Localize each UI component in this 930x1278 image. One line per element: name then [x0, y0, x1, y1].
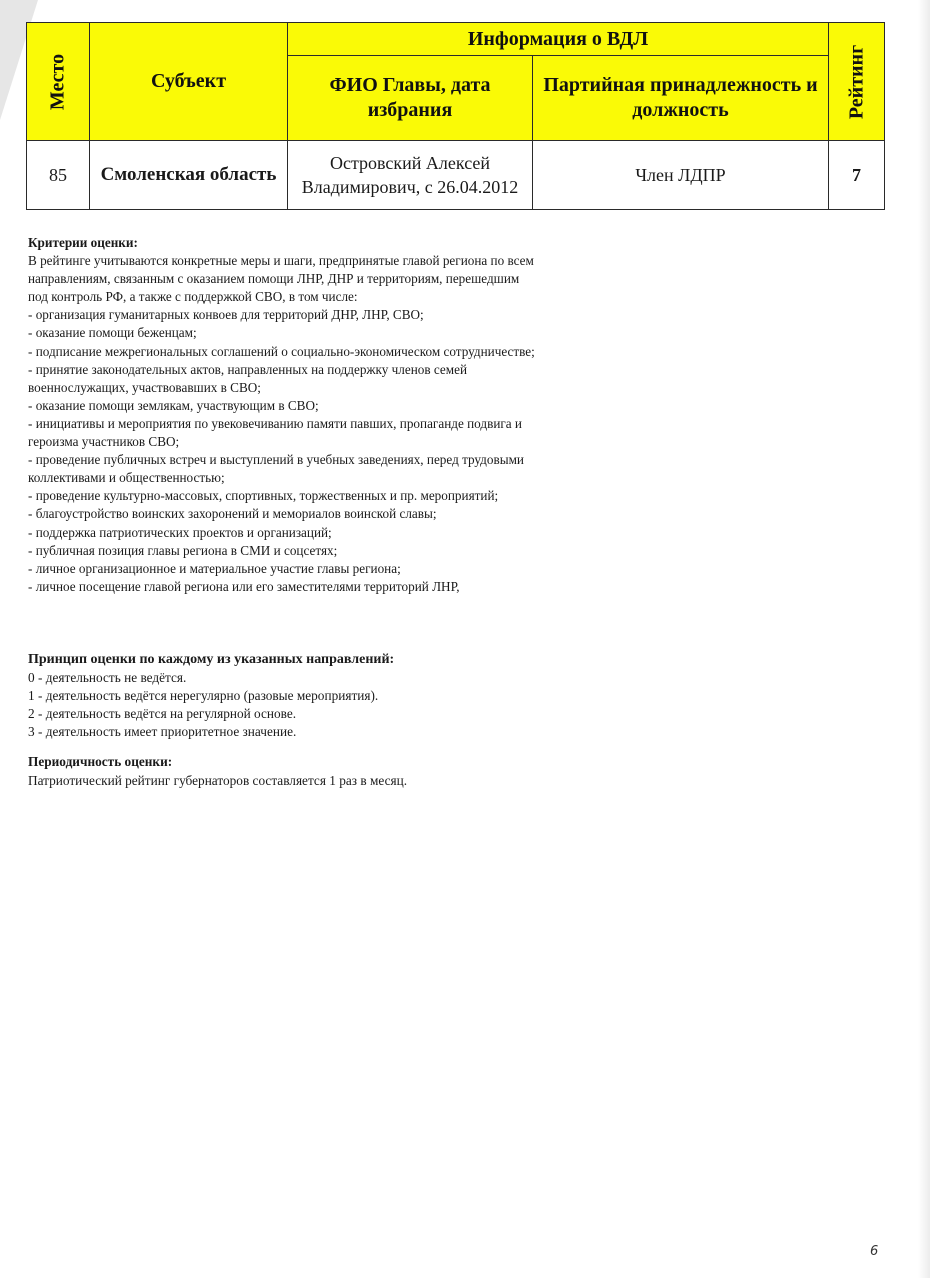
principle-heading: Принцип оценки по каждому из указанных направлений: [28, 652, 395, 667]
list-item: - инициативы и мероприятия по увековечиванию памяти павших, пропаганде подвига и героизма участников СВО; [28, 415, 522, 450]
page-number: 6 [870, 1244, 879, 1259]
header-info-group: Информация о ВДЛ [288, 23, 829, 56]
cell-subject: Смоленская область [90, 141, 288, 210]
table-row [27, 141, 885, 210]
header-place [27, 23, 90, 141]
header-party: Партийная принадлежность и должность [533, 56, 829, 141]
periodicity-text: Патриотический рейтинг губернаторов составляется 1 раз в месяц. [28, 773, 408, 788]
list-item: - личное организационное и материальное участие главы региона; [28, 560, 401, 576]
cell-fio-line1: Островский Алексей [329, 153, 491, 173]
periodicity-heading: Периодичность оценки: [28, 754, 173, 769]
cell-party: Член ЛДПР [533, 141, 829, 210]
header-rating [829, 23, 885, 141]
list-item: 0 - деятельность не ведётся. [28, 670, 187, 686]
list-item: - оказание помощи землякам, участвующим в СВО; [28, 397, 319, 413]
list-item: - проведение культурно-массовых, спортивных, торжественных и пр. мероприятий; [28, 488, 499, 504]
list-item: - организация гуманитарных конвоев для территорий ДНР, ЛНР, СВО; [28, 307, 424, 323]
list-item: 1 - деятельность ведётся нерегулярно (разовые мероприятия). [28, 688, 379, 704]
list-item: 3 - деятельность имеет приоритетное значение. [28, 724, 297, 740]
list-item: 2 - деятельность ведётся на регулярной основе. [28, 706, 297, 722]
periodicity-section [28, 752, 407, 790]
scan-edge-shadow [918, 0, 930, 1278]
list-item: - поддержка патриотических проектов и организаций; [28, 524, 332, 540]
list-item: - принятие законодательных актов, направленных на поддержку членов семей военнослужащих, участвовавших в СВО; [28, 361, 468, 395]
list-item: - проведение публичных встреч и выступлений в учебных заведениях, перед трудовыми коллективами и общественностью; [28, 452, 524, 486]
rating-table [26, 22, 885, 210]
list-item: - личное посещение главой региона или его заместителями территорий ЛНР, [28, 578, 460, 594]
criteria-intro: В рейтинге учитываются конкретные меры и шаги, предпринятые главой региона по всем направлениям, связанным с оказанием помощи ЛНР, ДНР и территориям, перешедшим под контроль РФ, а также с поддержкой СВО, в том числе: [28, 253, 534, 305]
header-subject: Субъект [90, 23, 288, 141]
cell-fio [288, 141, 533, 210]
header-place-label: Место [46, 53, 69, 110]
list-item: - публичная позиция главы региона в СМИ и соцсетях; [28, 542, 338, 558]
cell-rating: 7 [829, 141, 885, 210]
list-item: - подписание межрегиональных соглашений о социально-экономическом сотрудничестве; [28, 343, 535, 359]
criteria-heading: Критерии оценки: [28, 235, 138, 250]
header-rating-label: Рейтинг [845, 44, 867, 119]
header-fio: ФИО Главы, дата избрания [288, 56, 533, 141]
list-item: - оказание помощи беженцам; [28, 325, 197, 341]
principle-section [28, 651, 394, 741]
table-header-row-1 [27, 23, 885, 56]
cell-fio-line2: Владимирович, с 26.04.2012 [301, 177, 519, 197]
cell-place: 85 [27, 141, 90, 210]
list-item: - благоустройство воинских захоронений и мемориалов воинской славы; [28, 506, 437, 522]
criteria-body [28, 252, 538, 648]
criteria-section [28, 234, 538, 648]
